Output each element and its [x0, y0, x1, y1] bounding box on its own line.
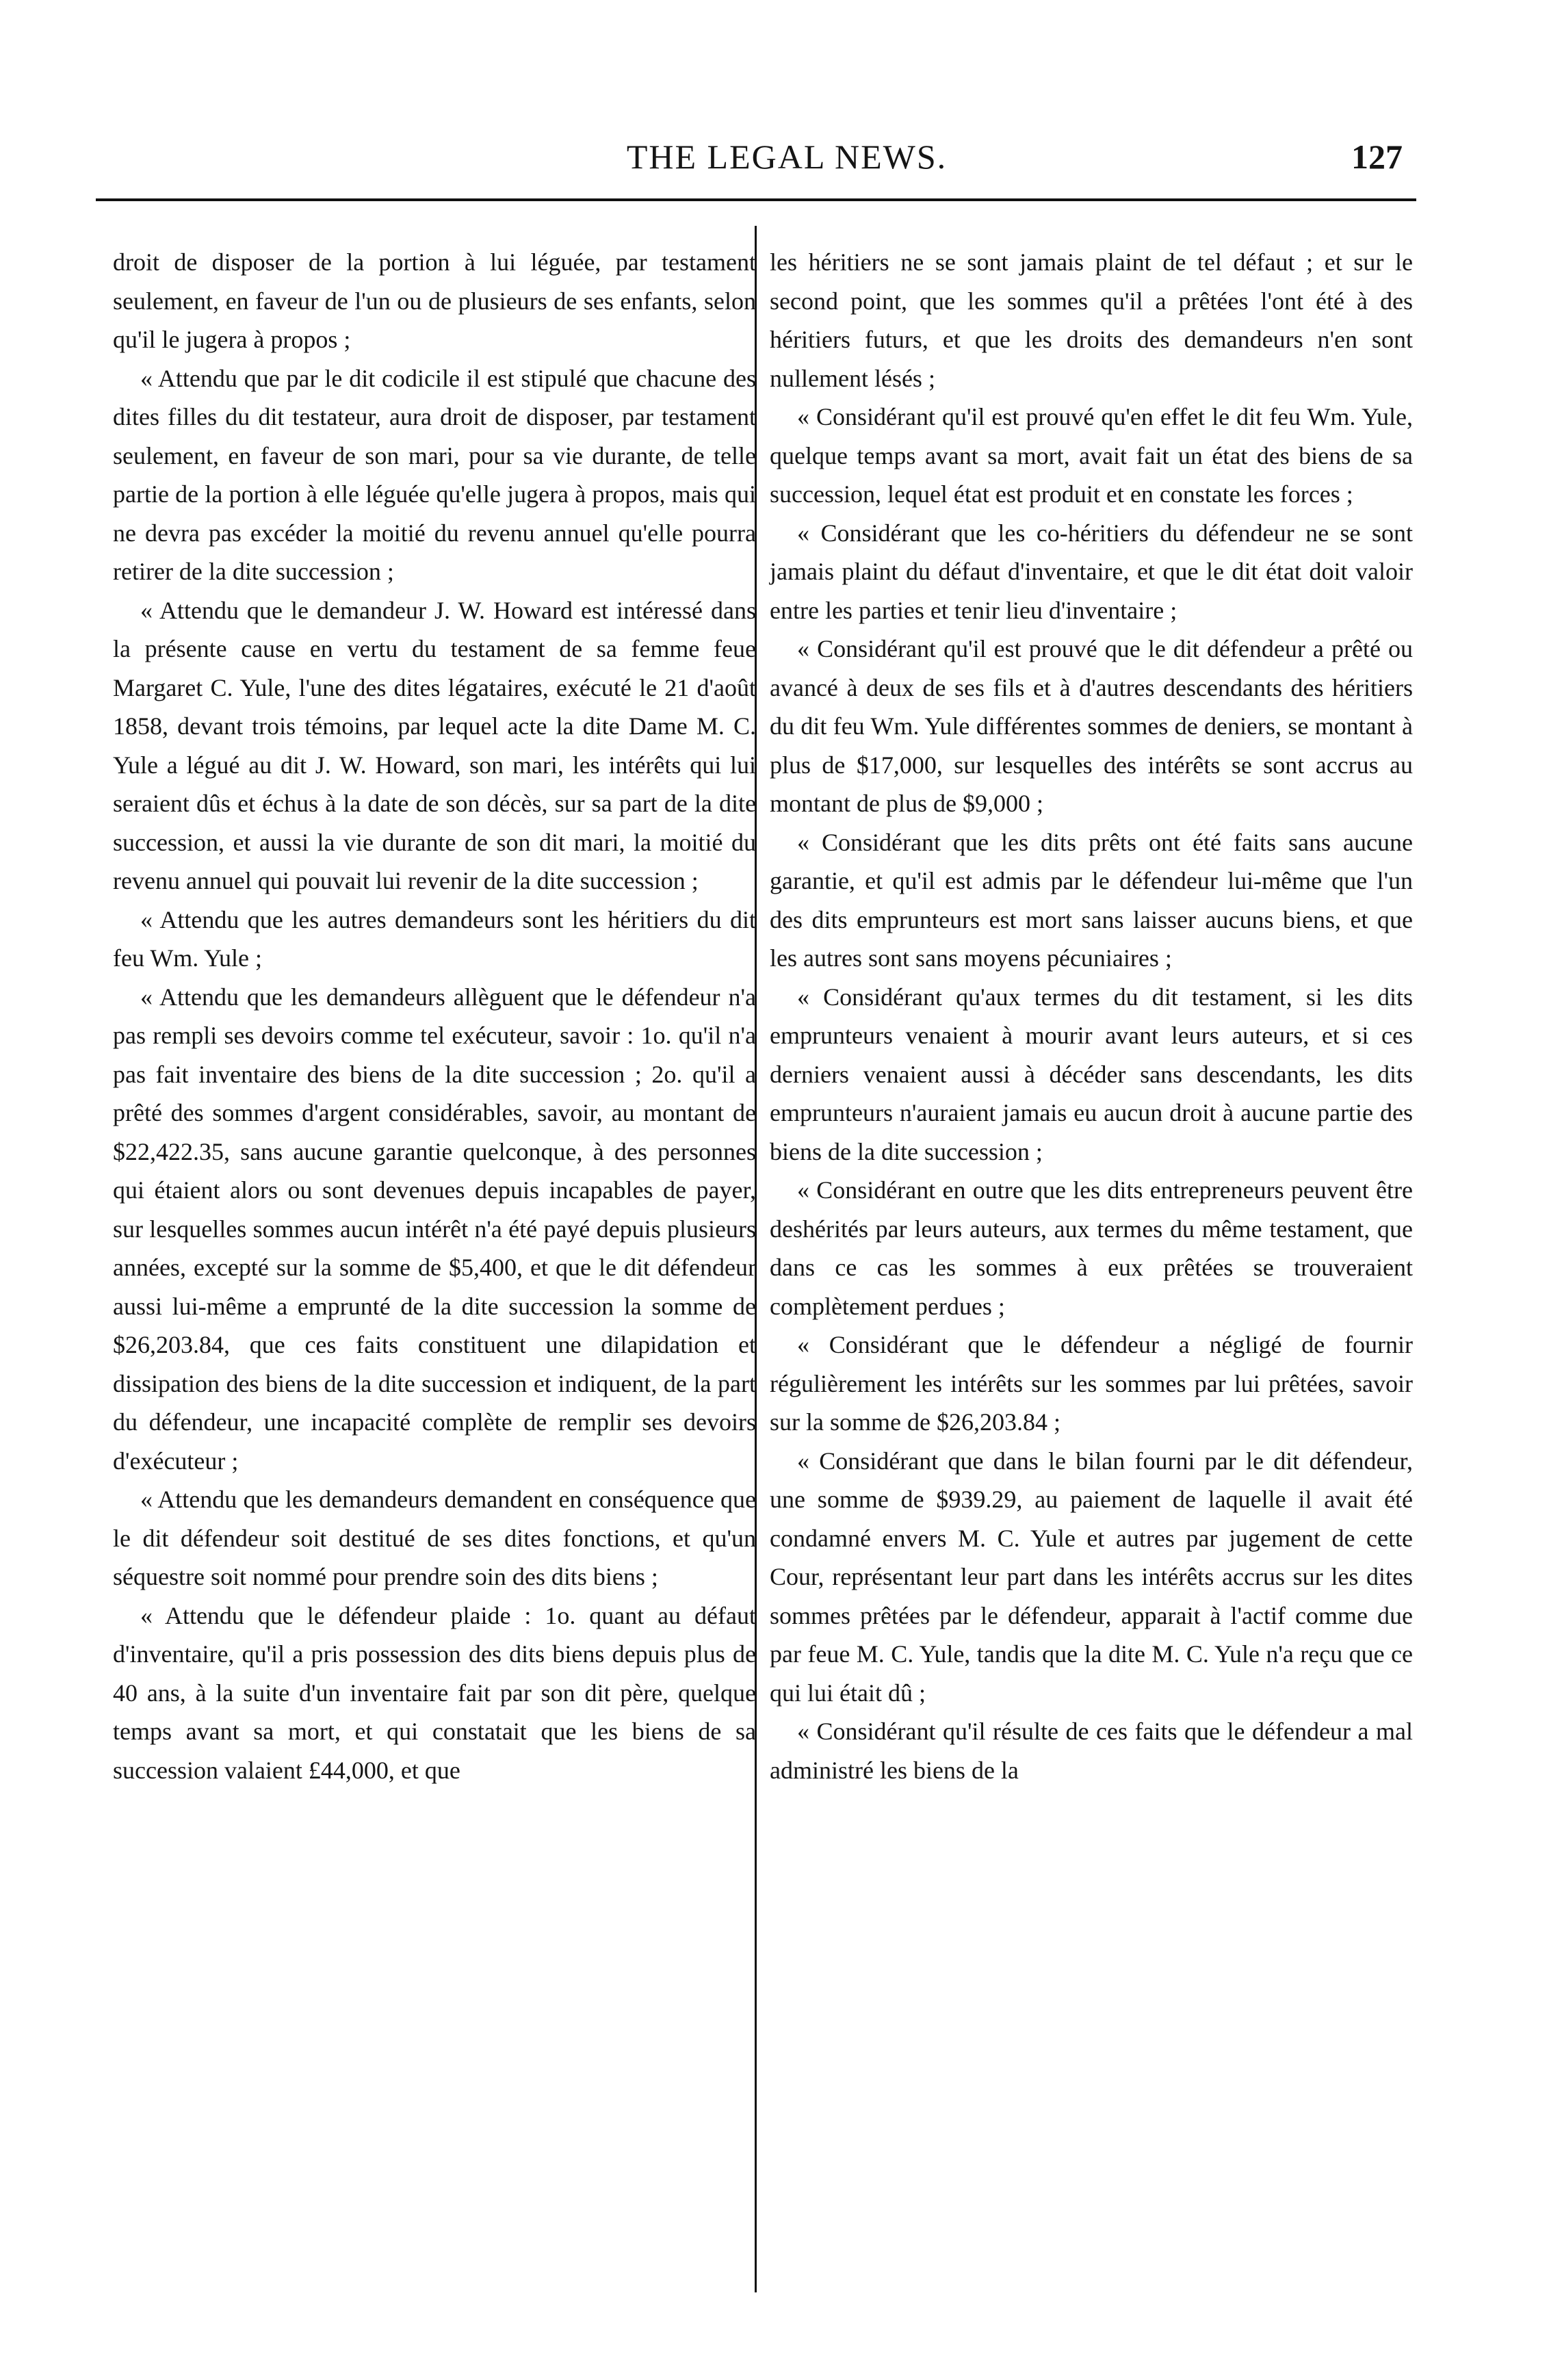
- paragraph: « Considérant que le défendeur a négligé de fournir régulièrement les intérêts sur les sommes par lui prêtées, savoir sur la somme de $26,203.84 ;: [770, 1331, 1413, 1436]
- paragraph: « Attendu que par le dit codicile il est stipulé que chacune des dites filles du dit testateur, aura droit de disposer, par testament seulement, en faveur de son mari, pour sa vie durante, de telle partie de la portion à elle léguée qu'elle jugera à propos, mais qui ne devra pas excéder la moitié du revenu annuel qu'elle pourra retirer de la dite succession ;: [113, 364, 756, 585]
- header-rule: [96, 198, 1416, 201]
- page-header: [96, 130, 1416, 205]
- paragraph: « Considérant qu'il résulte de ces faits que le défendeur a mal administré les biens de la: [770, 1718, 1413, 1784]
- paragraph: « Considérant que les co-héritiers du défendeur ne se sont jamais plaint du défaut d'inventaire, et que le dit état doit valoir entre les parties et tenir lieu d'inventaire ;: [770, 519, 1413, 624]
- page-number: 127: [1351, 138, 1403, 176]
- paragraph: « Attendu que le demandeur J. W. Howard est intéressé dans la présente cause en vertu du testament de sa femme feue Margaret C. Yule, l'une des dites légataires, exécuté le 21 d'août 1858, devant trois témoins, par lequel acte la dite Dame M. C. Yule a légué au dit J. W. Howard, son mari, les intérêts qui lui seraient dûs et échus à la date de son décès, sur sa part de la dite succession, et aussi la vie durante de son dit mari, la moitié du revenu annuel qui pouvait lui revenir de la dite succession ;: [113, 596, 756, 894]
- paragraph: « Attendu que les demandeurs demandent en conséquence que le dit défendeur soit destitué de ses dites fonctions, et qu'un séquestre soit nommé pour prendre soin des dits biens ;: [113, 1486, 756, 1590]
- paragraph: « Considérant qu'il est prouvé que le dit défendeur a prêté ou avancé à deux de ses fils et à d'autres descendants des héritiers du dit feu Wm. Yule différentes sommes de deniers, se montant à plus de $17,000, sur lesquelles des intérêts se sont accrus au montant de plus de $9,000 ;: [770, 635, 1413, 817]
- paragraph: « Considérant que les dits prêts ont été faits sans aucune garantie, et qu'il est admis par le défendeur lui-même que l'un des dits emprunteurs est mort sans laisser aucuns biens, et que les autres sont sans moyens pécuniaires ;: [770, 828, 1413, 972]
- paragraph: « Attendu que les autres demandeurs sont les héritiers du dit feu Wm. Yule ;: [113, 905, 756, 972]
- paragraph: droit de disposer de la portion à lui léguée, par testament seulement, en faveur de l'un ou de plusieurs de ses enfants, selon qu'il le jugera à propos ;: [113, 248, 756, 353]
- paragraph: les héritiers ne se sont jamais plaint de tel défaut ; et sur le second point, que les sommes qu'il a prêtées l'ont été à des héritiers futurs, et que les droits des demandeurs n'en sont nullement lésés ;: [770, 248, 1413, 392]
- left-column: [113, 243, 756, 1789]
- paragraph: « Considérant qu'il est prouvé qu'en effet le dit feu Wm. Yule, quelque temps avant sa mort, avait fait un état des biens de sa succession, lequel état est produit et en constate les forces ;: [770, 403, 1413, 508]
- running-title: THE LEGAL NEWS.: [626, 138, 948, 176]
- paragraph: « Considérant qu'aux termes du dit testament, si les dits emprunteurs venaient à mourir avant leurs auteurs, et si ces derniers venaient aussi à décéder sans descendants, les dits emprunteurs n'auraient jamais eu aucun droit à aucune partie des biens de la dite succession ;: [770, 983, 1413, 1165]
- right-column: [770, 243, 1413, 1789]
- paragraph: « Considérant en outre que les dits entrepreneurs peuvent être deshérités par leurs auteurs, aux termes du même testament, que dans ce cas les sommes à eux prêtées se trouveraient complètement perdues ;: [770, 1176, 1413, 1320]
- paragraph: « Attendu que le défendeur plaide : 1o. quant au défaut d'inventaire, qu'il a pris possession des dits biens depuis plus de 40 ans, à la suite d'un inventaire fait par son dit père, quelque temps avant sa mort, et qui constatait que les biens de sa succession valaient £44,000, et que: [113, 1601, 756, 1784]
- paragraph: « Attendu que les demandeurs allèguent que le défendeur n'a pas rempli ses devoirs comme tel exécuteur, savoir : 1o. qu'il n'a pas fait inventaire des biens de la dite succession ; 2o. qu'il a prêté des sommes d'argent considérables, savoir, au montant de $22,422.35, sans aucune garantie quelconque, à des personnes qui étaient alors ou sont devenues depuis incapables de payer, sur lesquelles sommes aucun intérêt n'a été payé depuis plusieurs années, excepté sur la somme de $5,400, et que le dit défendeur aussi lui-même a emprunté de la dite succession la somme de $26,203.84, que ces faits constituent une dilapidation et dissipation des biens de la dite succession et indiquent, de la part du défendeur, une incapacité complète de remplir ses devoirs d'exécuteur ;: [113, 983, 756, 1475]
- paragraph: « Considérant que dans le bilan fourni par le dit défendeur, une somme de $939.29, au paiement de laquelle il avait été condamné envers M. C. Yule et autres par jugement de cette Cour, représentant leur part dans les intérêts accrus sur les dites sommes prêtées par le défendeur, apparait à l'actif comme due par feue M. C. Yule, tandis que la dite M. C. Yule n'a reçu que ce qui lui était dû ;: [770, 1447, 1413, 1707]
